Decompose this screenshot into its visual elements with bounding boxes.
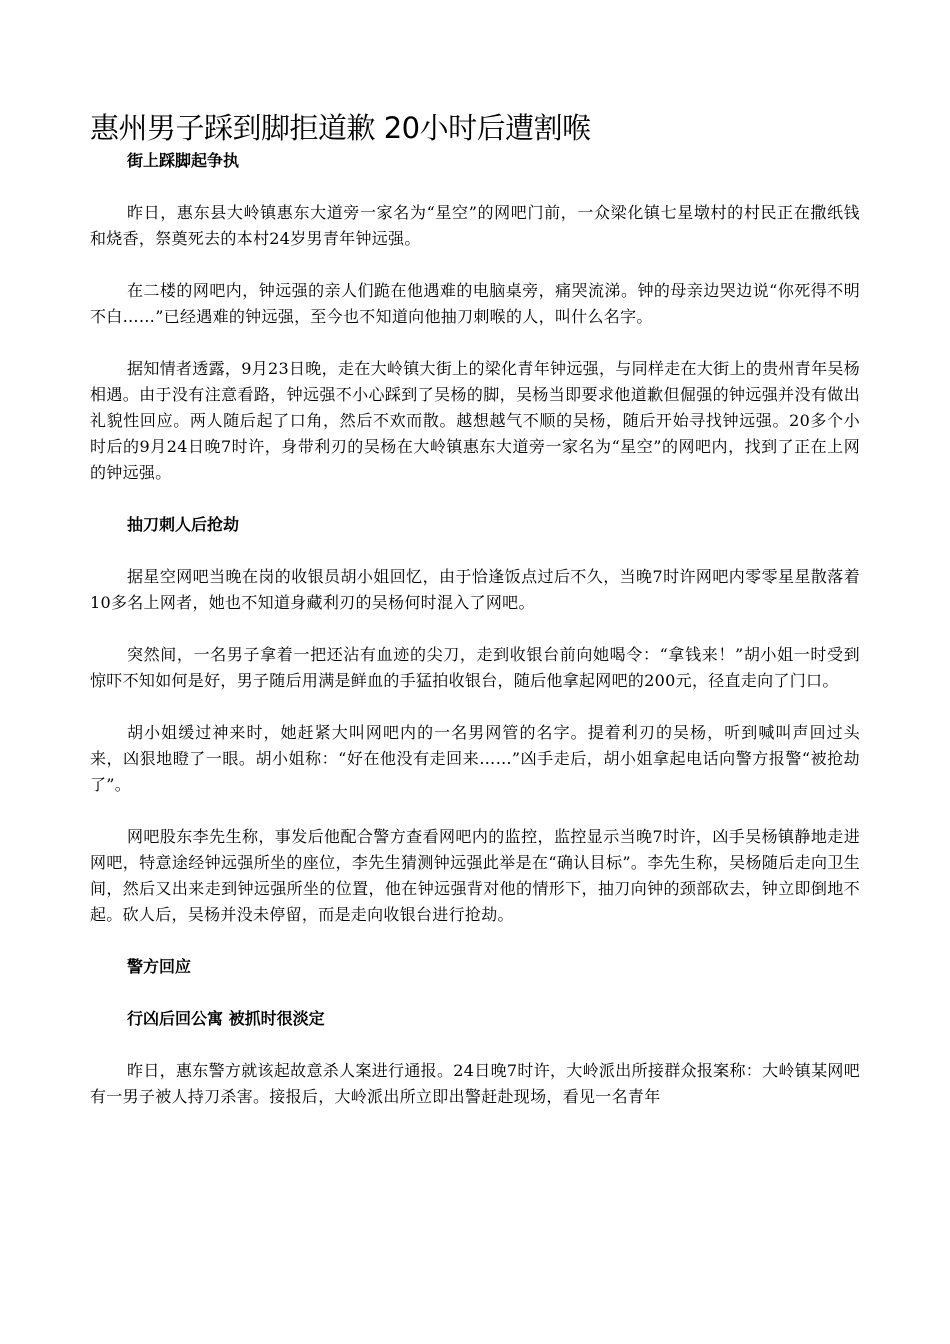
paragraph: 据知情者透露，9月23日晚，走在大岭镇大街上的梁化青年钟远强，与同样走在大街上的贵州青年吴杨相遇。由于没有注意看路，钟远强不小心踩到了吴杨的脚，吴杨当即要求他道歉但倔强的钟远强并没有做出礼貌性回应。两人随后起了口角，然后不欢而散。越想越气不顺的吴杨，随后开始寻找钟远强。20多个小时后的9月24日晚7时许，身带利刃的吴杨在大岭镇惠东大道旁一家名为“星空”的网吧内，找到了正在上网的钟远强。 bbox=[90, 359, 860, 482]
spacer bbox=[90, 486, 860, 512]
spacer bbox=[90, 252, 860, 278]
section-heading: 抽刀刺人后抢劫 bbox=[127, 515, 240, 534]
paragraph: 胡小姐缓过神来时，她赶紧大叫网吧内的一名男网管的名字。提着利刃的吴杨，听到喊叫声回过头来，凶狠地瞪了一眼。胡小姐称：“好在他没有走回来……”凶手走后，胡小姐拿起电话向警方报警“被抢劫了”。 bbox=[90, 723, 860, 794]
spacer bbox=[90, 798, 860, 824]
spacer bbox=[90, 1032, 860, 1058]
article-title: 惠州男子踩到脚拒道歉 20小时后遭割喉 bbox=[90, 111, 591, 145]
spacer bbox=[90, 538, 860, 564]
spacer bbox=[90, 928, 860, 954]
section-heading: 街上踩脚起争执 bbox=[127, 151, 240, 170]
paragraph: 在二楼的网吧内，钟远强的亲人们跪在他遇难的电脑桌旁，痛哭流涕。钟的母亲边哭边说“你死得不明不白……”已经遇难的钟远强，至今也不知道向他抽刀刺喉的人，叫什么名字。 bbox=[90, 281, 860, 326]
spacer bbox=[90, 174, 860, 200]
document-page bbox=[90, 108, 860, 1110]
spacer bbox=[90, 980, 860, 1006]
spacer bbox=[90, 330, 860, 356]
paragraph: 据星空网吧当晚在岗的收银员胡小姐回忆，由于恰逢饭点过后不久，当晚7时许网吧内零零星星散落着10多名上网者，她也不知道身藏利刃的吴杨何时混入了网吧。 bbox=[90, 567, 860, 612]
section-heading: 警方回应 bbox=[127, 957, 192, 976]
paragraph: 网吧股东李先生称，事发后他配合警方查看网吧内的监控，监控显示当晚7时许，凶手吴杨镇静地走进网吧，特意途经钟远强所坐的座位，李先生猜测钟远强此举是在“确认目标”。李先生称，吴杨随后走向卫生间，然后又出来走到钟远强所坐的位置，他在钟远强背对他的情形下，抽刀向钟的颈部砍去，钟立即倒地不起。砍人后，吴杨并没未停留，而是走向收银台进行抢劫。 bbox=[90, 827, 860, 924]
spacer bbox=[90, 616, 860, 642]
paragraph: 昨日，惠东县大岭镇惠东大道旁一家名为“星空”的网吧门前，一众梁化镇七星墩村的村民正在撒纸钱和烧香，祭奠死去的本村24岁男青年钟远强。 bbox=[90, 203, 860, 248]
spacer bbox=[90, 694, 860, 720]
paragraph: 昨日，惠东警方就该起故意杀人案进行通报。24日晚7时许，大岭派出所接群众报案称：大岭镇某网吧有一男子被人持刀杀害。接报后，大岭派出所立即出警赶赴现场，看见一名青年 bbox=[90, 1061, 860, 1106]
section-heading: 行凶后回公寓 被抓时很淡定 bbox=[127, 1009, 325, 1028]
paragraph: 突然间，一名男子拿着一把还沾有血迹的尖刀，走到收银台前向她喝令：“拿钱来！”胡小姐一时受到惊吓不知如何是好，男子随后用满是鲜血的手猛拍收银台，随后他拿起网吧的200元，径直走向了门口。 bbox=[90, 645, 860, 690]
